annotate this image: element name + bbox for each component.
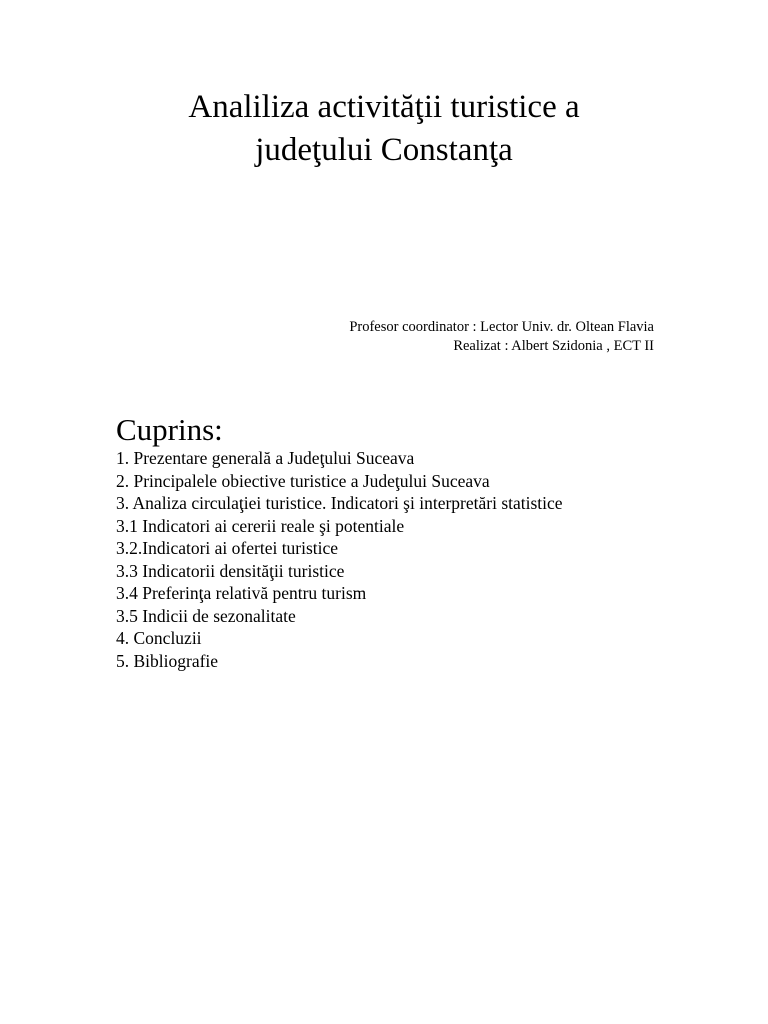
- title-line-1: Analiliza activităţii turistice a: [188, 89, 580, 125]
- toc-item: 5. Bibliografie: [116, 650, 219, 671]
- coordinator-line: Profesor coordinator : Lector Univ. dr. Oltean Flavia: [349, 319, 654, 335]
- toc-item: 3.4 Preferinţa relativă pentru turism: [116, 583, 367, 603]
- toc-item: 3. Analiza circulaţiei turistice. Indicatori şi interpretări statistice: [116, 493, 563, 513]
- credits-block: [349, 318, 654, 356]
- author-line: Realizat : Albert Szidonia , ECT II: [453, 338, 654, 354]
- table-of-contents: [116, 447, 563, 672]
- toc-item: 3.2.Indicatori ai ofertei turistice: [116, 538, 339, 558]
- toc-heading: Cuprins:: [116, 412, 223, 447]
- toc-item: 3.5 Indicii de sezonalitate: [116, 605, 296, 626]
- toc-item: 4. Concluzii: [116, 628, 202, 648]
- toc-item: 1. Prezentare generală a Judeţului Suceava: [116, 448, 415, 468]
- toc-item: 3.1 Indicatori ai cererii reale şi potentiale: [116, 515, 405, 536]
- title-line-2: judeţului Constanţa: [255, 132, 513, 168]
- document-title: [0, 86, 768, 172]
- toc-item: 3.3 Indicatorii densităţii turistice: [116, 560, 345, 581]
- toc-item: 2. Principalele obiective turistice a Judeţului Suceava: [116, 470, 490, 491]
